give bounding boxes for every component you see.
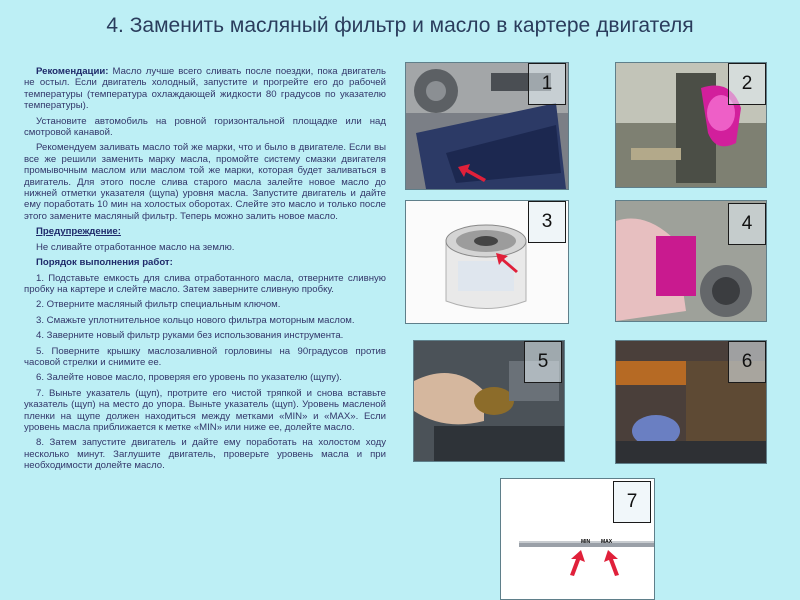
photo-number-1: 1 [528,63,566,105]
recommendations-text: Масло лучше всего сливать после поездки, пока двигатель не остыл. Если двигатель холодный, запустите и прогрейте его до рабочей температуры (температура охлаждающей жидкости 80 градусов по указателю температуры). [24,66,386,112]
photo-5-filler-cap [413,340,565,462]
step-8: 8. Затем запустите двигатель и дайте ему поработать на холостом ходу несколько минут. Заглушите двигатель, проверьте уровень масла и при необходимости долейте масло. [24,437,386,472]
step-4: 4. Заверните новый фильтр руками без использования инструмента. [36,330,344,342]
recommendations-paragraph [24,66,386,112]
warning-label: Предупреждение: [36,226,121,238]
step-5: 5. Поверните крышку маслозаливной горловины на 90градусов против часовой стрелки и снимите ее. [24,345,386,368]
arrow-icon [494,251,520,275]
arrow-icon [601,549,623,577]
step-2: 2. Отверните масляный фильтр специальным ключом. [36,299,281,311]
photo-7-dipstick [500,478,655,600]
step-6: 6. Залейте новое масло, проверяя его уровень по указателю (щупу). [36,372,342,384]
photo-6-pour-oil [615,340,767,464]
photo-1-drain-plug [405,62,569,190]
step-7: 7. Выньте указатель (щуп), протрите его чистой тряпкой и снова вставьте указатель (щуп) на место до упора. Выньте указатель (щуп). Уровень масленой пленки на щупе должен находиться между метками «MIN» и «MAX». Если уровень масла приближается к метке «MIN» или ниже ее, долейте масло. [24,387,386,433]
photo-number-3: 3 [528,201,566,243]
paragraph-1: Установите автомобиль на ровной горизонтальной площадке или над смотровой канавой. [24,115,386,139]
paragraph-2: Рекомендуем заливать масло той же марки, что и было в двигателе. Если вы все же решили заменить марку масла, промойте систему смазки двигателя промывочным маслом или маслом той же марки, которая будет заливаться в двигатель. Для этого после слива старого масла залейте новое масло до нижней отметки указателя (щупа) уровня масла. Запустите двигатель и дайте ему поработать 10 мин на холостых оборотах. Слейте это масло и только после этого замените масляный фильтр. Теперь можно залить новое масло. [24,142,386,222]
step-3: 3. Смажьте уплотнительное кольцо нового фильтра моторным маслом. [36,314,355,326]
photo-number-6: 6 [728,341,766,383]
page-title: 4. Заменить масляный фильтр и масло в картере двигателя [106,14,694,37]
photo-number-4: 4 [728,203,766,245]
step-1: 1. Подставьте емкость для слива отработанного масла, отверните сливную пробку на картере и слейте масло. Затем заверните сливную пробку. [24,272,386,295]
photo-4-install-filter [615,200,767,322]
dipstick-min-mark: MIN [581,539,591,545]
recommendations-label: Рекомендации: [36,66,109,77]
photo-2-filter-wrench [615,62,767,188]
photo-number-5: 5 [524,341,562,383]
procedure-label: Порядок выполнения работ: [36,257,173,269]
warning-text: Не сливайте отработанное масло на землю. [36,241,235,253]
photo-number-7: 7 [613,481,651,523]
dipstick-max-mark: MAX [601,539,613,545]
photo-3-oil-filter [405,200,569,324]
arrow-icon [566,549,588,577]
instructions-text [24,66,386,476]
photo-number-2: 2 [728,63,766,105]
arrow-icon [456,161,490,183]
